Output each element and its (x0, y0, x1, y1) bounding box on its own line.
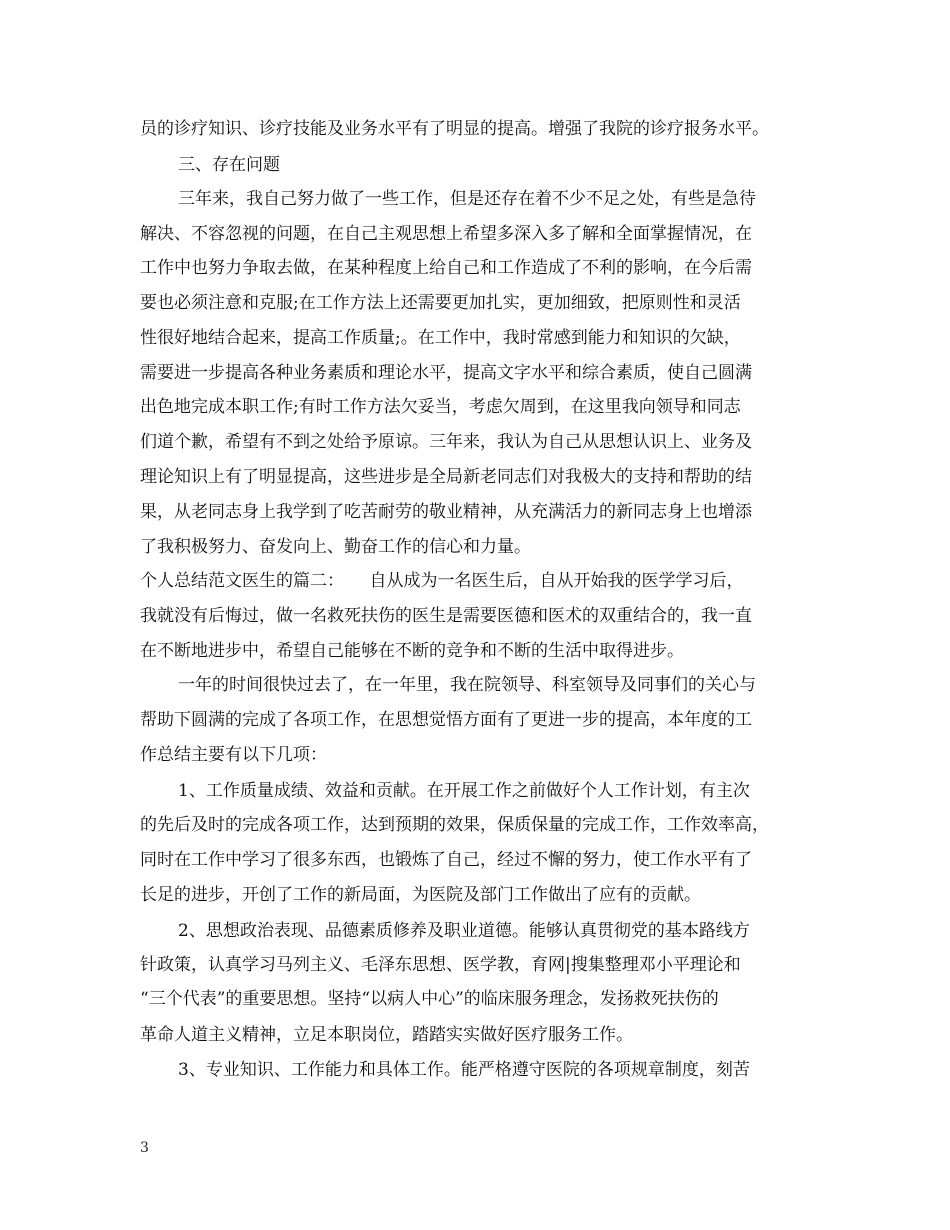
text-line: 2、思想政治表现、品德素质修养及职业道德。能够认真贯彻党的基本路线方 (178, 921, 750, 941)
text-line: 1、工作质量成绩、效益和贡献。在开展工作之前做好个人工作计划，有主次 (178, 781, 750, 801)
text-line: 我就没有后悔过，做一名救死扶伤的医生是需要医德和医术的双重结合的，我一直 (140, 606, 752, 626)
text-line: “三个代表”的重要思想。坚持“以病人中心”的临床服务理念，发扬救死扶伤的 (140, 989, 719, 1009)
text-line: 要也必须注意和克服;在工作方法上还需要更加扎实，更加细致，把原则性和灵活 (140, 293, 741, 313)
text-line: 同时在工作中学习了很多东西，也锻炼了自己，经过不懈的努力，使工作水平有了 (140, 850, 752, 870)
text-line: 解决、不容忽视的问题，在自己主观思想上希望多深入多了解和全面掌握情况，在 (140, 224, 752, 244)
text-line: 们道个歉，希望有不到之处给予原谅。三年来，我认为自己从思想认识上、业务及 (140, 432, 752, 452)
text-line: 果，从老同志身上我学到了吃苦耐劳的敬业精神，从充满活力的新同志身上也增添 (140, 502, 752, 522)
text-line: 工作中也努力争取去做，在某种程度上给自己和工作造成了不利的影响，在今后需 (140, 258, 752, 278)
text-line: 革命人道主义精神，立足本职岗位，踏踏实实做好医疗服务工作。 (140, 1025, 633, 1045)
text-line: 员的诊疗知识、诊疗技能及业务水平有了明显的提高。增强了我院的诊疗报务水平。 (140, 119, 769, 139)
text-line: 性很好地结合起来，提高工作质量;。在工作中，我时常感到能力和知识的欠缺， (140, 328, 741, 348)
text-line: 3、专业知识、工作能力和具体工作。能严格遵守医院的各项规章制度，刻苦 (178, 1060, 750, 1080)
text-line: 理论知识上有了明显提高，这些进步是全局新老同志们对我极大的支持和帮助的结 (140, 467, 752, 487)
text-line: 长足的进步，开创了工作的新局面，为医院及部门工作做出了应有的贡献。 (140, 885, 701, 905)
text-line: 的先后及时的完成各项工作，达到预期的效果，保质保量的完成工作，工作效率高， (140, 815, 769, 835)
text-line: 需要进一步提高各种业务素质和理论水平，提高文字水平和综合素质，使自己圆满 (140, 363, 752, 383)
text-line: 一年的时间很快过去了，在一年里，我在院领导、科室领导及同事们的关心与 (178, 675, 756, 695)
text-line: 出色地完成本职工作;有时工作方法欠妥当，考虑欠周到，在这里我向领导和同志 (140, 397, 741, 417)
text-line: 作总结主要有以下几项： (140, 745, 327, 765)
text-line: 个人总结范文医生的篇二： 自从成为一名医生后，自从开始我的医学学习后， (140, 571, 744, 591)
text-line: 三年来，我自己努力做了一些工作，但是还存在着不少不足之处，有些是急待 (178, 189, 756, 209)
text-line: 了我积极努力、奋发向上、勤奋工作的信心和力量。 (140, 537, 531, 557)
page-number: 3 (140, 1140, 149, 1156)
text-line: 在不断地进步中，希望自己能够在不断的竞争和不断的生活中取得进步。 (140, 641, 684, 661)
text-line: 帮助下圆满的完成了各项工作，在思想觉悟方面有了更进一步的提高，本年度的工 (140, 710, 752, 730)
section-heading: 三、存在问题 (178, 155, 280, 175)
text-line: 针政策，认真学习马列主义、毛泽东思想、医学教，育网|搜集整理邓小平理论和 (140, 955, 741, 975)
